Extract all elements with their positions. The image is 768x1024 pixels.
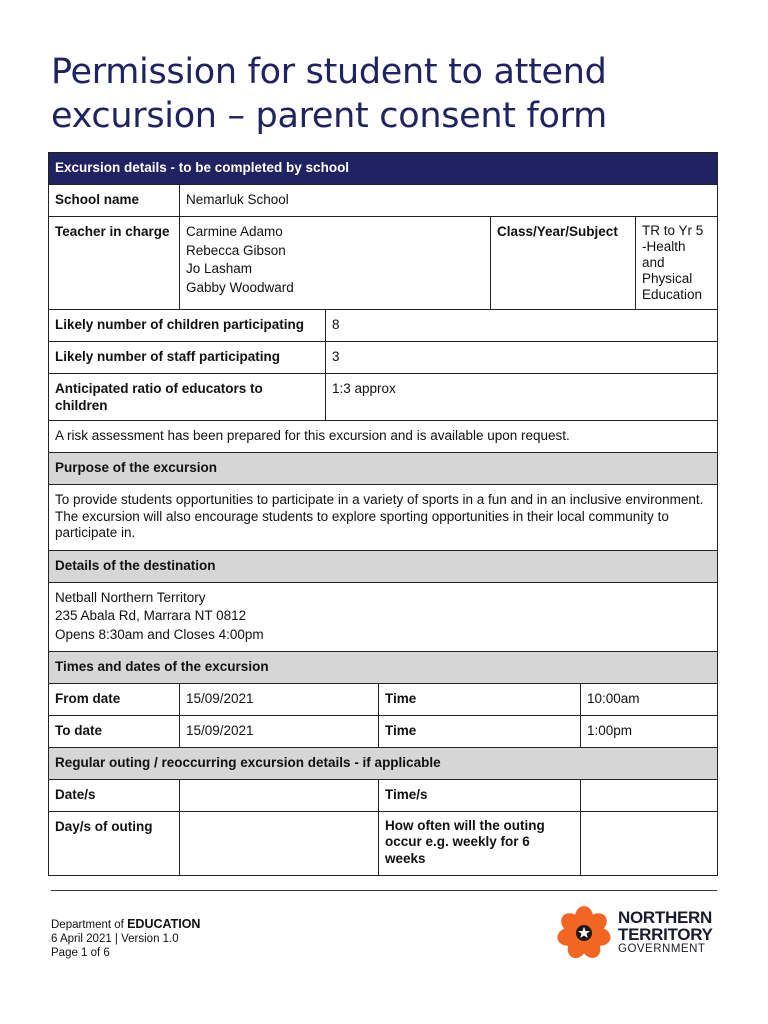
footer-divider [51, 890, 717, 891]
footer-page-number: Page 1 of 6 [51, 947, 110, 959]
destination-row [49, 582, 718, 651]
logo-line-government: GOVERNMENT [618, 943, 706, 955]
destination-line: Opens 8:30am and Closes 4:00pm [55, 626, 264, 642]
to-date-row [49, 715, 718, 747]
purpose-text: To provide students opportunities to participate in a variety of sports in a fun and in an inclusive environment. The excursion will also encourage students to explore sporting opportunities in their local community to participate in. [49, 485, 718, 551]
how-often-value [581, 811, 718, 875]
to-time-value: 1:00pm [581, 715, 718, 747]
regular-dates-row [49, 779, 718, 811]
children-row [49, 310, 718, 342]
teacher-name: Carmine Adamo [186, 224, 283, 239]
ratio-row [49, 374, 718, 421]
staff-value: 3 [326, 342, 718, 374]
footer-dept-name: EDUCATION [127, 917, 201, 931]
regular-header: Regular outing / reoccurring excursion details - if applicable [49, 747, 718, 779]
footer [51, 917, 200, 960]
class-value: TR to Yr 5 -Health and Physical Education [636, 217, 718, 310]
times-label: Time/s [379, 779, 581, 811]
teacher-label: Teacher in charge [49, 217, 180, 310]
dates-label: Date/s [49, 779, 180, 811]
regular-days-row [49, 811, 718, 875]
nt-logo-text [618, 909, 713, 956]
days-label: Day/s of outing [49, 811, 180, 875]
destination-header-row [49, 550, 718, 582]
ratio-value: 1:3 approx [326, 374, 718, 421]
footer-date-version: 6 April 2021 | Version 1.0 [51, 933, 179, 945]
purpose-header-row [49, 453, 718, 485]
logo-line-northern: NORTHERN [618, 908, 712, 927]
purpose-header: Purpose of the excursion [49, 453, 718, 485]
from-date-row [49, 683, 718, 715]
destination-line: Netball Northern Territory [55, 589, 206, 605]
to-date-value: 15/09/2021 [180, 715, 379, 747]
from-date-value: 15/09/2021 [180, 683, 379, 715]
excursion-details-header-row [49, 153, 718, 185]
times-header: Times and dates of the excursion [49, 651, 718, 683]
children-value: 8 [326, 310, 718, 342]
purpose-row [49, 485, 718, 551]
teacher-name: Rebecca Gibson [186, 242, 286, 258]
destination-header: Details of the destination [49, 550, 718, 582]
dates-value [180, 779, 379, 811]
footer-department [51, 917, 200, 932]
to-date-label: To date [49, 715, 180, 747]
days-value [180, 811, 379, 875]
school-name-row [49, 185, 718, 217]
destination-details [49, 582, 718, 651]
times-header-row [49, 651, 718, 683]
staff-label: Likely number of staff participating [49, 342, 326, 374]
children-label: Likely number of children participating [49, 310, 326, 342]
class-label: Class/Year/Subject [491, 217, 636, 310]
destination-line: 235 Abala Rd, Marrara NT 0812 [55, 608, 247, 623]
school-name-value: Nemarluk School [180, 185, 718, 217]
from-date-label: From date [49, 683, 180, 715]
school-name-label: School name [49, 185, 180, 217]
teacher-name: Gabby Woodward [186, 279, 294, 295]
teacher-row [49, 217, 718, 310]
excursion-form-table [48, 152, 718, 876]
risk-text: A risk assessment has been prepared for this excursion and is available upon request. [49, 421, 718, 453]
page-title: Permission for student to attend excursion – parent consent form [51, 52, 607, 136]
teacher-name: Jo Lasham [186, 261, 253, 276]
risk-row [49, 421, 718, 453]
footer-dept-prefix: Department of [51, 919, 128, 931]
from-time-value: 10:00am [581, 683, 718, 715]
teacher-list [180, 217, 491, 310]
to-time-label: Time [379, 715, 581, 747]
logo-line-territory: TERRITORY [618, 925, 713, 944]
ratio-label: Anticipated ratio of educators to children [49, 374, 326, 421]
regular-header-row [49, 747, 718, 779]
excursion-details-header: Excursion details - to be completed by school [49, 153, 718, 185]
how-often-label: How often will the outing occur e.g. weekly for 6 weeks [379, 811, 581, 875]
from-time-label: Time [379, 683, 581, 715]
staff-row [49, 342, 718, 374]
times-value [581, 779, 718, 811]
